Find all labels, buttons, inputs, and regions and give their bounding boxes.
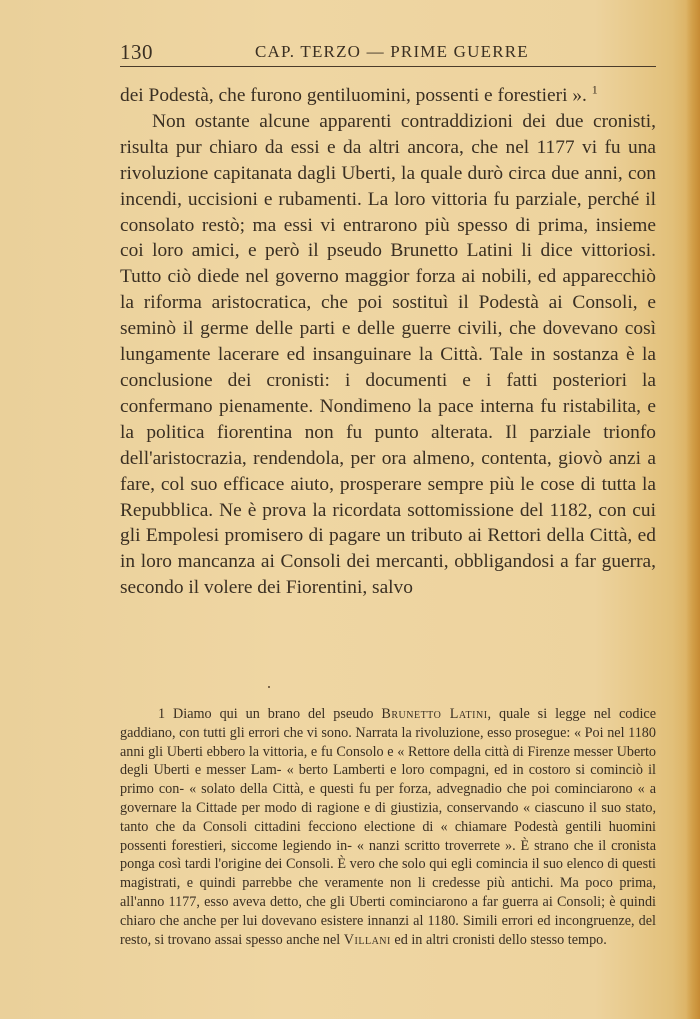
paragraph-2: Non ostante alcune apparenti contraddizioni dei due cronisti, risulta pur chiaro da essi e da altri ancora, che nel 1177 vi fu una rivoluzione capitanata dagli Uberti, la quale durò circa due anni, con incendi, uccisioni e rubamenti. La loro vittoria fu parziale, perché il consolato restò; ma essi vi entrarono più spesso di prima, insieme coi loro amici, e però il pseudo Brunetto Latini li dice vittoriosi. Tutto ciò diede nel governo maggior forza ai nobili, ed apparecchiò la riforma aristocratica, che poi sostituì il Podestà ai Consoli, e seminò il germe delle parti e delle guerre civili, che dovevano così lungamente lacerare ed insanguinare la Città. Tale in sostanza è la conclusione dei cronisti: i documenti e i fatti posteriori la confermano pienamente. Nondimeno la pace interna fu ristabilita, e la politica fiorentina non fu punto alterata. Il parziale trionfo dell'aristocrazia, rendendola, per ora almeno, contenta, giovò anzi a fare, col suo efficace aiuto, prosperare sempre più le cose di tutta la Repubblica. Ne è prova la ricordata sottomissione del 1182, con cui gli Empolesi promisero di pagare un tributo ai Rettori della Città, ed in loro mancanza ai Consoli dei mercanti, obbligandosi a far guerra, secondo il volere dei Fiorentini, salvo [120, 110, 656, 599]
page-header [120, 40, 656, 67]
paragraph-1-text: dei Podestà, che furono gentiluomini, possenti e forestieri ». [120, 85, 587, 106]
page-number: 130 [120, 40, 153, 64]
footnote-text-1: Diamo qui un brano del pseudo [173, 706, 374, 722]
page-edge-shadow [686, 0, 700, 1019]
main-text [120, 83, 656, 601]
footnote-text-3: ed in altri cronisti dello stesso tempo. [394, 931, 607, 948]
footnote-text-2: , quale si legge nel codice gaddiano, con tutti gli errori che vi sono. Narrata la rivoluzione, esso prosegue: « Poi nel 1180 anni gli Uberti ebbero la vittoria, e fu Consolo e « Rettore della città di Firenze messer Uberto degli Uberti e messer Lam- « berto Lamberti e loro compagni, ed in costoro si cominciò il primo con- « solato della Città, e questi fu per forza, advegnadio che poi cominciarono « a governare la Cittade per modo di ragione e di giustizia, conservando « ciascuno il suo stato, tanto che da Consoli cittadini fecciono electione di « chiamare Podestà gentili huomini possenti forestieri, siccome legiendo in- « nanzi scritto troverrete ». È strano che il cronista ponga così tardi l'origine dei Consoli. È vero che solo qui egli comincia il suo elenco di questi magistrati, e quindi parrebbe che veramente non li credesse più antichi. Ma poco prima, all'anno 1177, esso aveva detto, che gli Uberti cominciarono a far guerra ai Consoli; è quindi chiaro che anche per lui dovevano esistere innanzi al 1180. Simili errori ed incongruenze, del resto, si trovano assai spesso anche nel [120, 706, 657, 948]
footnote [120, 705, 656, 949]
footnote-marker: 1 [158, 706, 166, 722]
paragraph-continued [120, 83, 656, 109]
footnote-author-villani: Villani [343, 931, 391, 948]
footnote-author-brunetto: Brunetto Latini [381, 706, 488, 722]
running-head: CAP. TERZO — PRIME GUERRE [255, 42, 529, 61]
footnote-separator [268, 686, 270, 688]
footnote-reference[interactable]: 1 [591, 82, 598, 97]
